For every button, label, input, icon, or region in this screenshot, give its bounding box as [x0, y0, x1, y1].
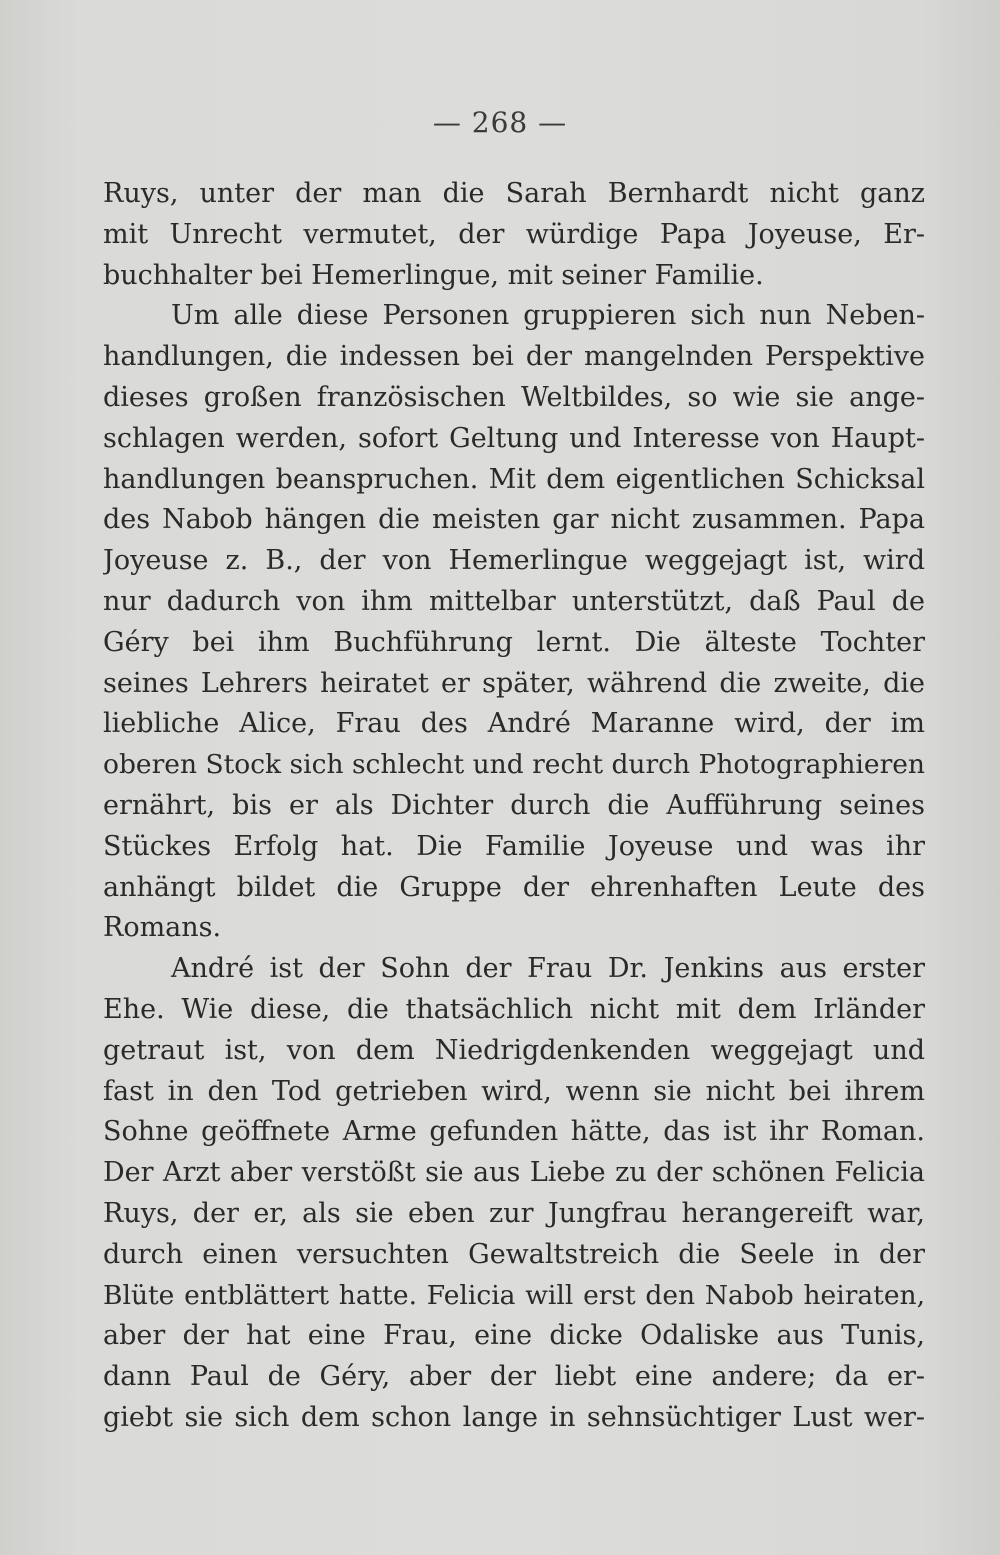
text-line: Stückes Erfolg hat. Die Familie Joyeuse und was ihr — [103, 830, 925, 862]
text-line: durch einen versuchten Gewaltstreich die Seele in der — [103, 1238, 925, 1270]
text-line: Sohne geöffnete Arme gefunden hätte, das ist ihr Roman. — [103, 1116, 925, 1148]
text-line: Romans. — [103, 912, 222, 944]
text-line: Blüte entblättert hatte. Felicia will erst den Nabob heiraten, — [103, 1279, 925, 1311]
text-line: Géry bei ihm Buchführung lernt. Die älteste Tochter — [103, 626, 925, 658]
text-line: anhängt bildet die Gruppe der ehrenhaften Leute des — [103, 871, 925, 903]
text-line: Der Arzt aber verstößt sie aus Liebe zu der schönen Felicia — [103, 1157, 925, 1189]
text-line: Ruys, unter der man die Sarah Bernhardt nicht ganz — [103, 178, 925, 209]
text-line: fast in den Tod getrieben wird, wenn sie nicht bei ihrem — [103, 1075, 925, 1107]
text-line: schlagen werden, sofort Geltung und Interesse von Haupt- — [103, 422, 925, 454]
text-line: nur dadurch von ihm mittelbar unterstützt, daß Paul de — [103, 585, 925, 617]
text-line: liebliche Alice, Frau des André Maranne wird, der im — [103, 708, 925, 740]
text-line: handlungen, die indessen bei der mangelnden Perspektive — [103, 341, 925, 373]
text-line: mit Unrecht vermutet, der würdige Papa Joyeuse, Er- — [103, 218, 925, 250]
text-line: des Nabob hängen die meisten gar nicht zusammen. Papa — [103, 504, 925, 536]
text-line: Um alle diese Personen gruppieren sich nun Neben- — [171, 300, 925, 332]
page-number: — 268 — — [432, 106, 568, 139]
text-line: seines Lehrers heiratet er später, während die zweite, die — [103, 667, 925, 699]
text-line: aber der hat eine Frau, eine dicke Odaliske aus Tunis, — [103, 1320, 925, 1352]
text-line: getraut ist, von dem Niedrigdenkenden weggejagt und — [103, 1034, 925, 1066]
text-line: dann Paul de Géry, aber der liebt eine andere; da er- — [103, 1361, 925, 1393]
text-line: ernährt, bis er als Dichter durch die Aufführung seines — [103, 789, 925, 821]
text-line: dieses großen französischen Weltbildes, so wie sie ange- — [103, 381, 925, 413]
text-line: oberen Stock sich schlecht und recht durch Photographieren — [103, 749, 925, 781]
body-text — [103, 174, 925, 1439]
text-line: handlungen beanspruchen. Mit dem eigentlichen Schicksal — [103, 463, 925, 495]
text-line: André ist der Sohn der Frau Dr. Jenkins aus erster — [171, 953, 925, 985]
text-line: Ruys, der er, als sie eben zur Jungfrau herangereift war, — [103, 1197, 925, 1229]
text-line: buchhalter bei Hemerlingue, mit seiner Familie. — [103, 259, 764, 291]
text-line: Joyeuse z. B., der von Hemerlingue weggejagt ist, wird — [103, 545, 925, 577]
text-line: giebt sie sich dem schon lange in sehnsüchtiger Lust wer- — [103, 1401, 925, 1433]
text-line: Ehe. Wie diese, die thatsächlich nicht mit dem Irländer — [103, 993, 925, 1025]
